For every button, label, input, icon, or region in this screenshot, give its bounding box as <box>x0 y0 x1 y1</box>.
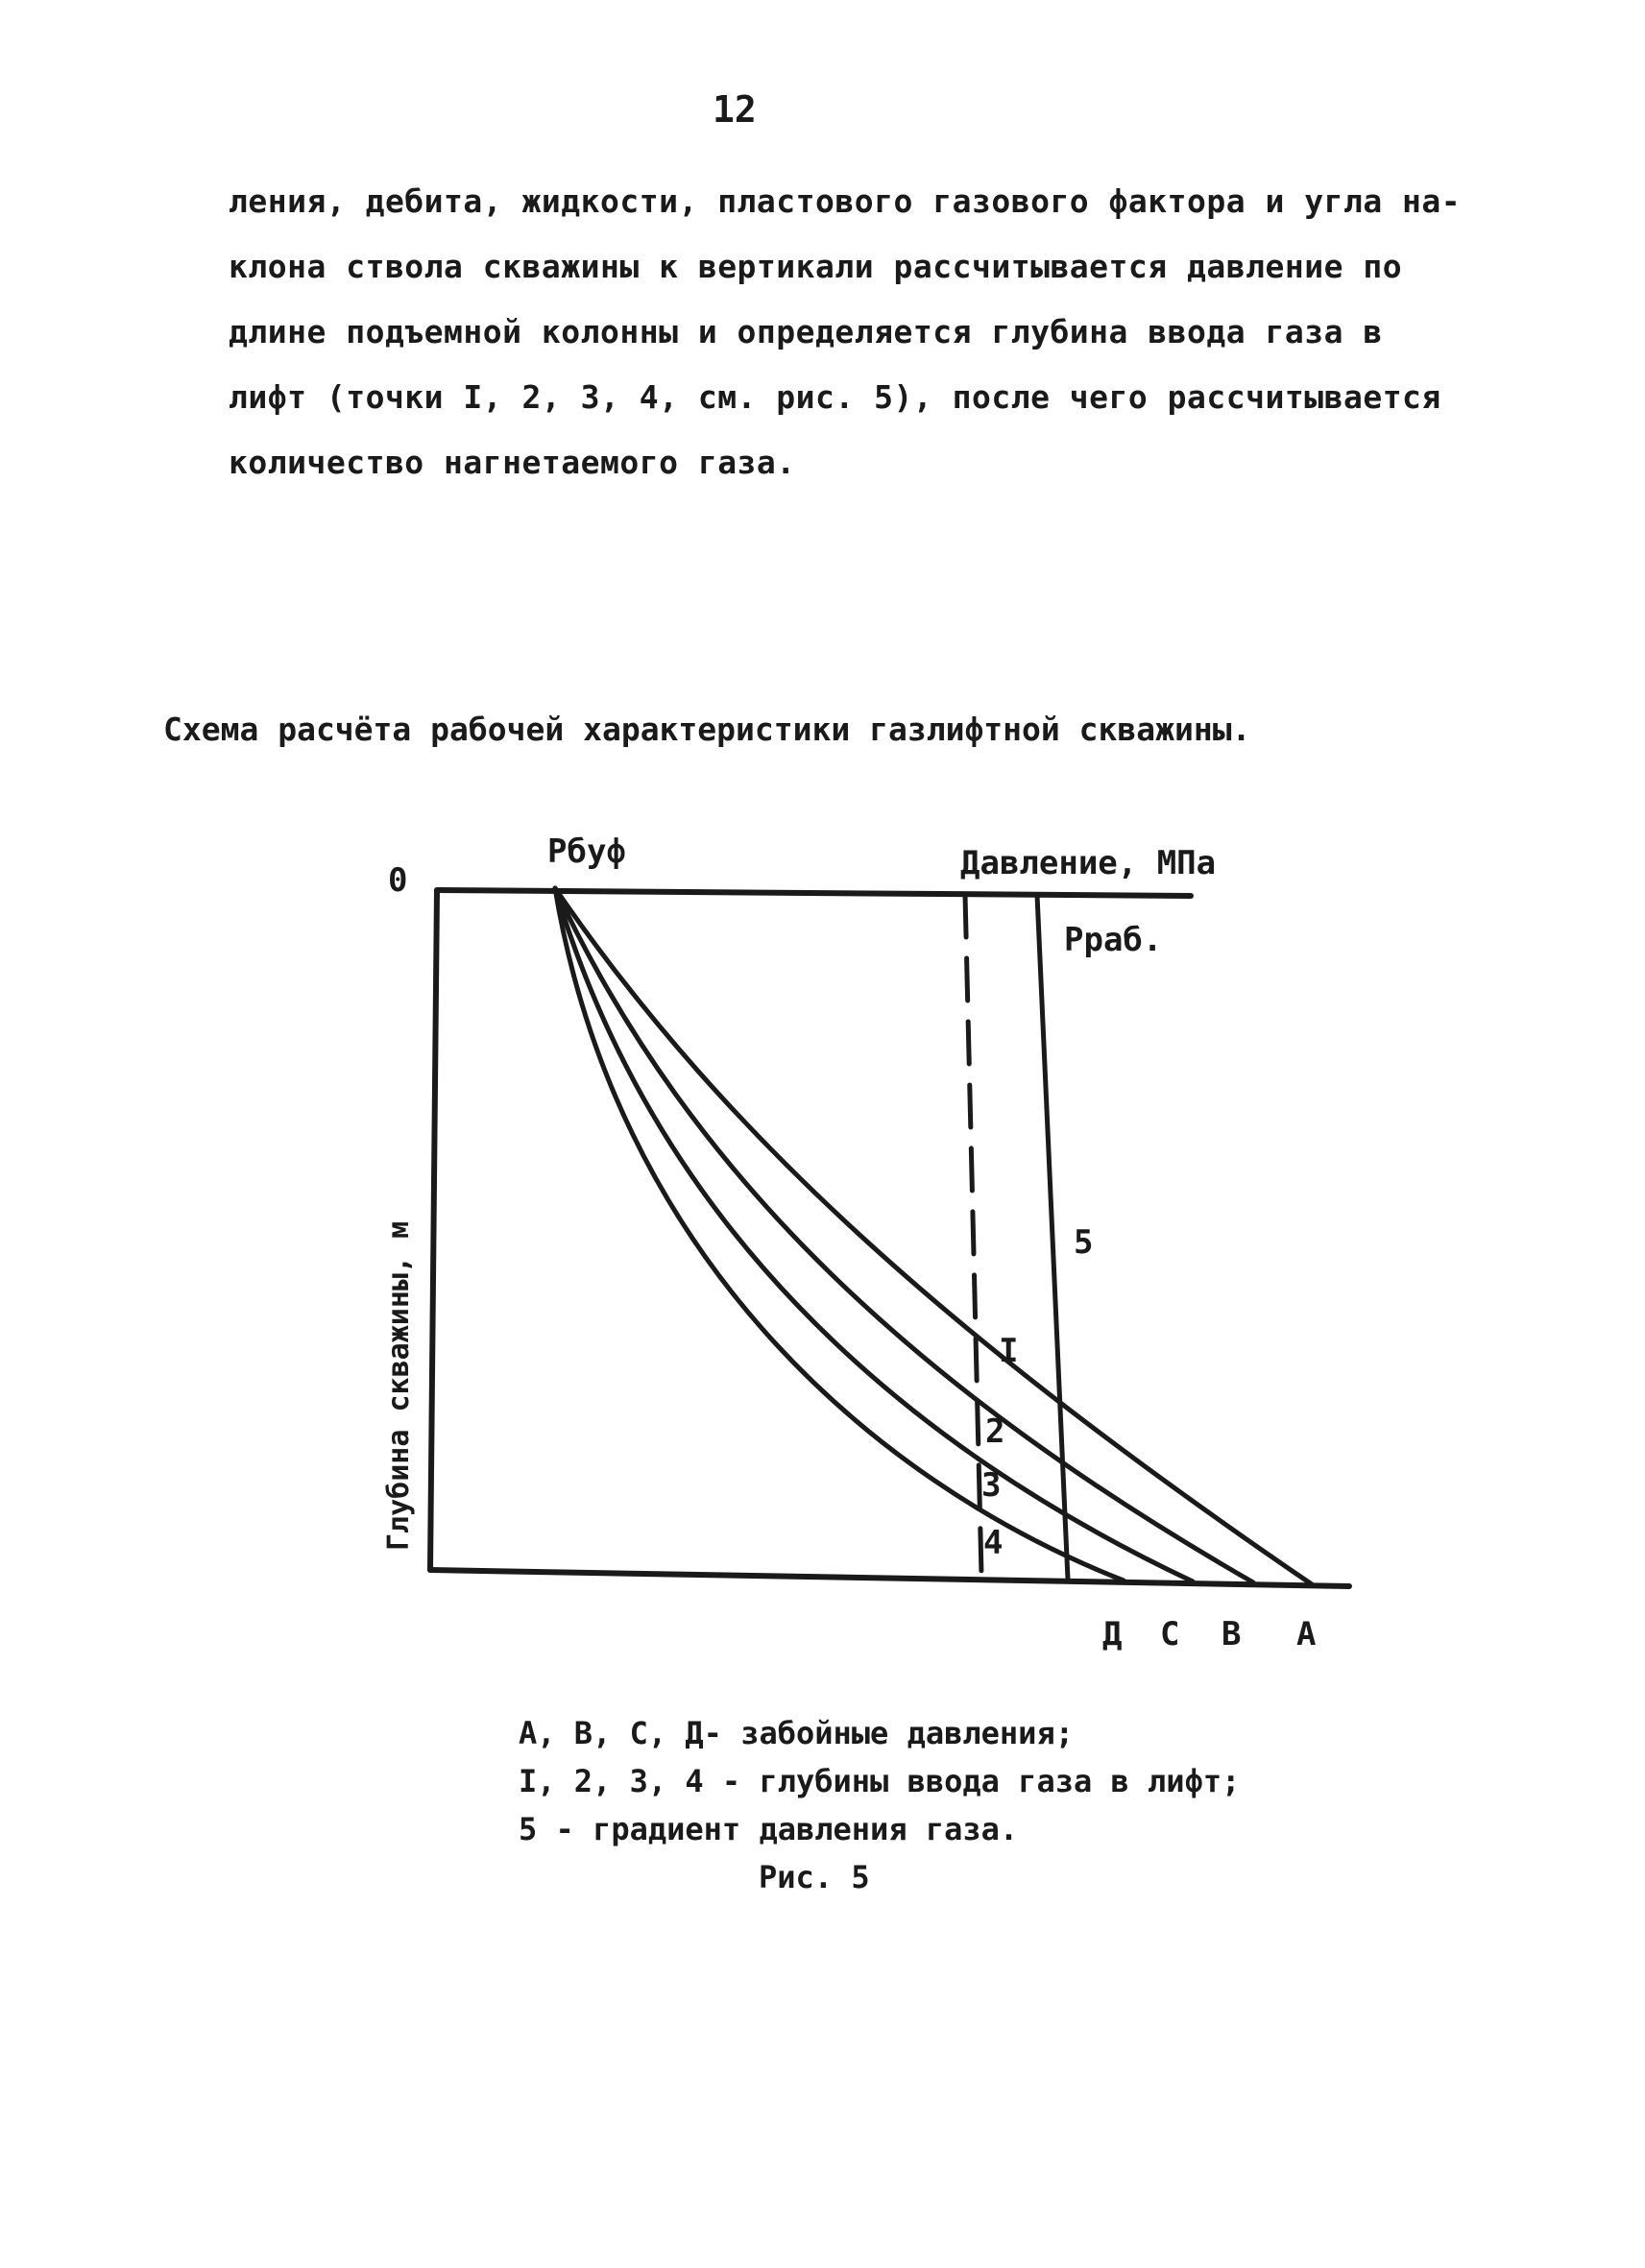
curve-c <box>555 888 1193 1581</box>
x-axis-label: Давление, МПа <box>960 844 1217 882</box>
y-axis-label: Глубина скважины, м <box>382 1220 416 1551</box>
left-depth-axis <box>430 890 437 1570</box>
bottom-label-a: А <box>1296 1615 1317 1653</box>
top-pressure-axis <box>437 890 1191 896</box>
figure-number: Рис. 5 <box>759 1859 870 1895</box>
caption-line-3: 5 - градиент давления газа. <box>519 1811 1019 1847</box>
figure-title: Схема расчёта рабочей характеристики газлифтной скважины. <box>163 711 1251 748</box>
caption-line-2: I, 2, 3, 4 - глубины ввода газа в лифт; <box>519 1763 1241 1799</box>
point-label-3: 3 <box>981 1466 1002 1505</box>
caption-line-1: А, В, С, Д- забойные давления; <box>519 1715 1074 1751</box>
p-buf-label: Рбуф <box>547 832 626 871</box>
curve-d <box>555 888 1124 1580</box>
bottom-label-b: В <box>1222 1615 1242 1653</box>
paragraph-line: количество нагнетаемого газа. <box>229 444 796 481</box>
bottom-label-c: С <box>1160 1615 1180 1653</box>
point-label-1: I <box>999 1332 1019 1370</box>
origin-label: 0 <box>388 861 408 900</box>
paragraph-line: лифт (точки I, 2, 3, 4, см. рис. 5), после чего рассчитывается <box>229 378 1441 416</box>
gas-gradient-line-5 <box>1037 895 1068 1580</box>
point-label-2: 2 <box>985 1412 1005 1451</box>
figure-caption <box>519 1709 1240 1901</box>
dashed-vertical-line <box>965 895 981 1575</box>
bottom-label-d: Д <box>1102 1615 1123 1653</box>
point-label-4: 4 <box>983 1524 1004 1562</box>
paragraph-line: длине подъемной колонны и определяется глубина ввода газа в <box>229 313 1383 350</box>
paragraph-line: клона ствола скважины к вертикали рассчитывается давление по <box>229 248 1403 285</box>
bottom-axis <box>430 1570 1349 1586</box>
curve-b <box>555 888 1253 1582</box>
gradient-label: 5 <box>1074 1223 1094 1262</box>
paragraph-line: ления, дебита, жидкости, пластового газового фактора и угла на- <box>229 182 1462 220</box>
p-rab-label: Рраб. <box>1064 921 1163 959</box>
page-number: 12 <box>713 88 757 131</box>
